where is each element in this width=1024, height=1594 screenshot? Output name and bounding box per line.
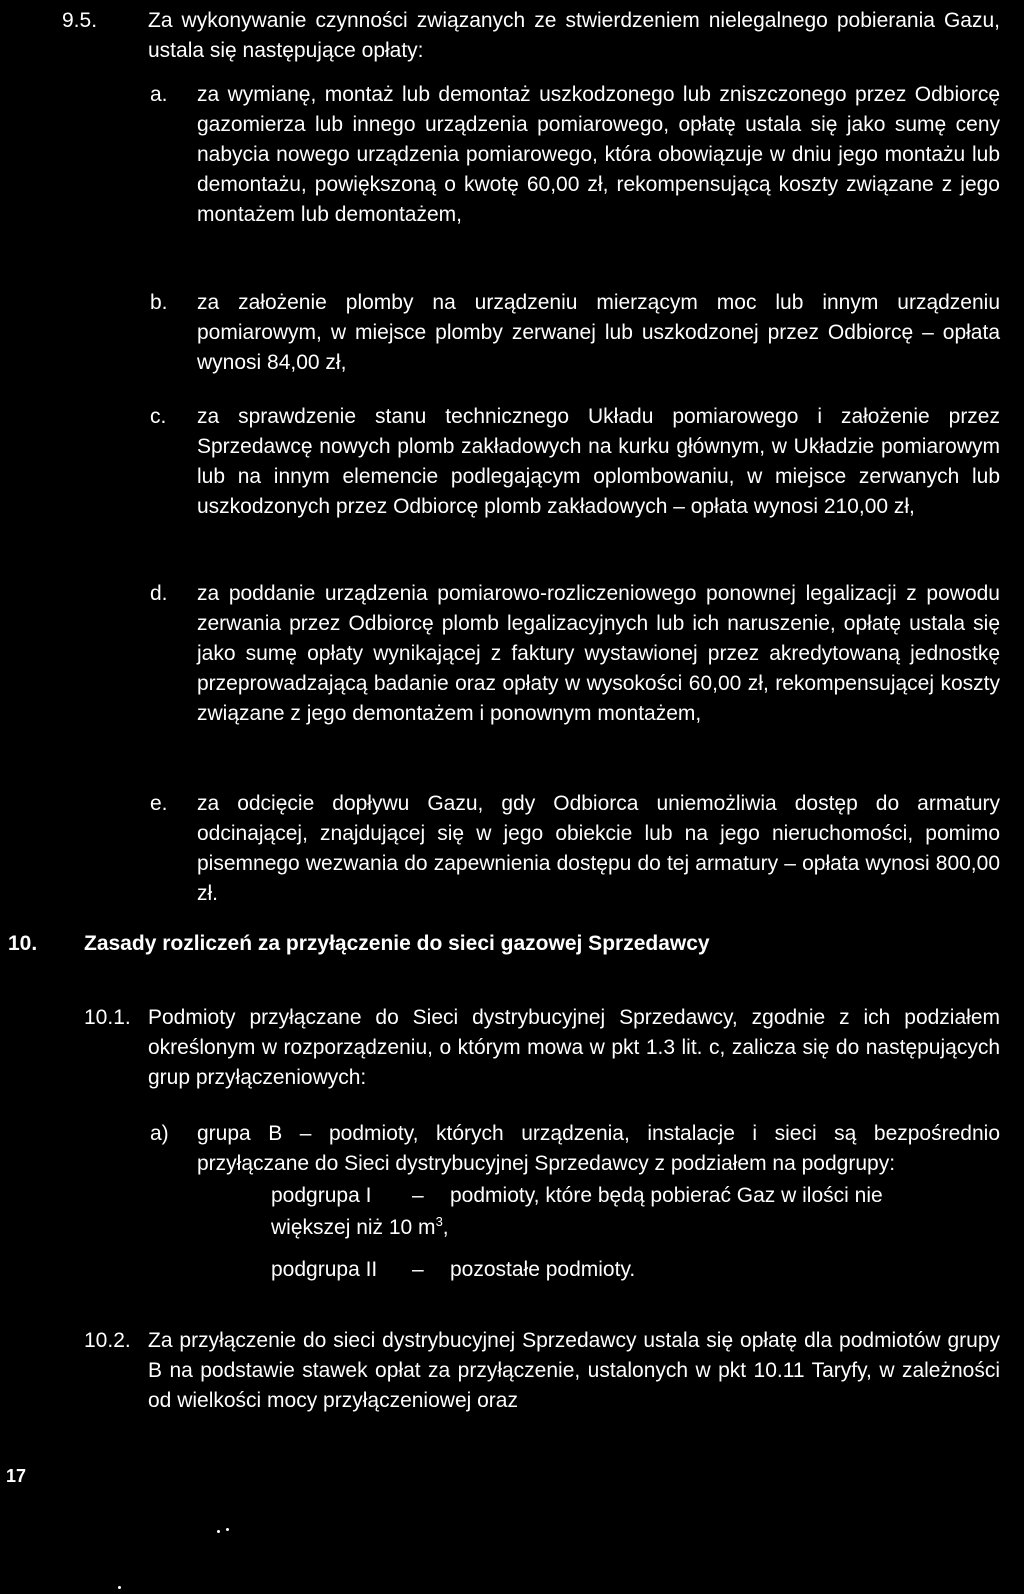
subgroup-text: podmioty, które będą pobierać Gaz w ilości nie — [450, 1184, 883, 1207]
subgroup-label: podgrupa I — [271, 1184, 372, 1207]
list-marker: b. — [150, 291, 168, 314]
page-number: 17 — [6, 1466, 27, 1486]
subgroup-dash: – — [412, 1258, 424, 1281]
list-item: za odcięcie dopływu Gazu, gdy Odbiorca uniemożliwia dostęp do armatury odcinającej, znajdującej się w jego obiekcie lub na jego nieruchomości, pomimo pisemnego wezwania do zapewnienia dostępu do tej armatury – opłata wynosi 800,00 zł. — [197, 792, 1000, 905]
subgroup-label: podgrupa II — [271, 1258, 378, 1281]
list-marker: a) — [150, 1122, 169, 1145]
scan-speck — [217, 1530, 220, 1533]
subgroup-text-line2: większej niż 10 m — [271, 1216, 436, 1239]
list-item: grupa B – podmioty, których urządzenia, instalacje i sieci są bezpośrednio przyłączane do Sieci dystrybucyjnej Sprzedawcy z podziałem na podgrupy: — [197, 1122, 1000, 1175]
subgroup-text-tail: , — [442, 1216, 449, 1239]
superscript: 3 — [435, 1214, 443, 1229]
subgroup-text: pozostałe podmioty. — [450, 1258, 636, 1281]
section-number: 10.2. — [84, 1329, 131, 1352]
scan-speck — [226, 1528, 229, 1531]
section-intro: Za wykonywanie czynności związanych ze stwierdzeniem nielegalnego pobierania Gazu, ustala się następujące opłaty: — [148, 9, 1000, 62]
list-marker: a. — [150, 83, 168, 106]
scan-speck — [118, 1586, 121, 1589]
list-item: za założenie plomby na urządzeniu mierzącym moc lub innym urządzeniu pomiarowym, w miejsce plomby zerwanej lub uszkodzonej przez Odbiorcę – opłata wynosi 84,00 zł, — [197, 291, 1000, 374]
list-marker: c. — [150, 405, 167, 428]
section-text: Za przyłączenie do sieci dystrybucyjnej Sprzedawcy ustala się opłatę dla podmiotów grupy B na podstawie stawek opłat za przyłączenie, ustalonych w pkt 10.11 Taryfy, w zależności od wielkości mocy przyłączeniowej oraz — [148, 1329, 1000, 1412]
list-marker: d. — [150, 582, 168, 605]
list-item: za sprawdzenie stanu technicznego Układu pomiarowego i założenie przez Sprzedawcę nowych plomb zakładowych na kurku głównym, w Układzie pomiarowym lub na innym elemencie podlegającym oplombowaniu, w miejsce zerwanych lub uszkodzonych przez Odbiorcę plomb zakładowych – opłata wynosi 210,00 zł, — [197, 405, 1000, 518]
list-marker: e. — [150, 792, 168, 815]
section-title: Zasady rozliczeń za przyłączenie do sieci gazowej Sprzedawcy — [84, 932, 710, 955]
list-item: za wymianę, montaż lub demontaż uszkodzonego lub zniszczonego przez Odbiorcę gazomierza lub innego urządzenia pomiarowego, opłatę ustala się jako sumę ceny nabycia nowego urządzenia pomiarowego, która obowiązuje w dniu jego montażu lub demontażu, powiększoną o kwotę 60,00 zł, rekompensującą koszty związane z jego montażem lub demontażem, — [197, 83, 1000, 226]
section-text: Podmioty przyłączane do Sieci dystrybucyjnej Sprzedawcy, zgodnie z ich podziałem określonym w rozporządzeniu, o którym mowa w pkt 1.3 lit. c, zalicza się do następujących grup przyłączeniowych: — [148, 1006, 1000, 1089]
list-item: za poddanie urządzenia pomiarowo-rozliczeniowego ponownej legalizacji z powodu zerwania przez Odbiorcę plomb legalizacyjnych lub ich naruszenie, opłatę ustala się jako sumę opłaty wynikającej z faktury wystawionej przez akredytowaną jednostkę przeprowadzającą badanie oraz opłaty w wysokości 60,00 zł, rekompensującej koszty związane z jego demontażem i ponownym montażem, — [197, 582, 1000, 725]
subgroup-dash: – — [412, 1184, 424, 1207]
section-number: 9.5. — [62, 9, 98, 32]
section-number: 10. — [8, 932, 38, 955]
subgroup-text-continued — [271, 1213, 449, 1243]
section-number: 10.1. — [84, 1006, 131, 1029]
